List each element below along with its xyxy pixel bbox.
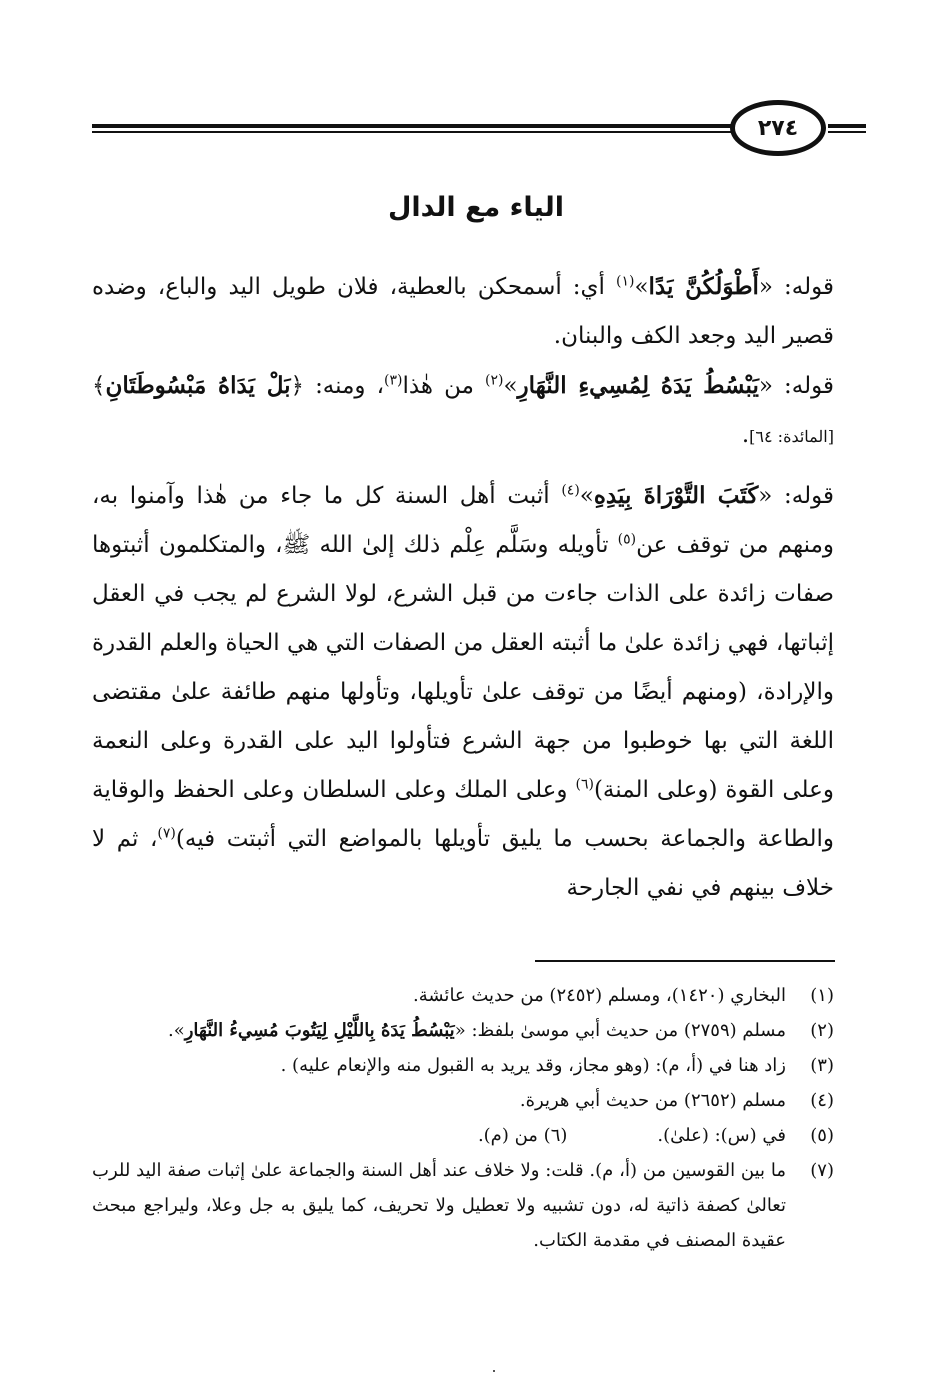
hadith-quote: أَطْوَلُكُنَّ يَدًا [648,273,759,300]
header-rule-tail-thin [828,131,866,133]
footnote [92,1048,834,1083]
footnote-ref[interactable]: (١) [615,273,635,290]
footnote-ref[interactable]: (٥) [617,531,637,548]
hadith-quote: كَتَبَ التَّوْرَاةَ بِيَدِهِ [593,482,759,509]
text: قوله: « [758,274,835,300]
footnote-number: (٣) [810,1055,834,1076]
footnote-ref[interactable]: (٤) [561,482,580,499]
footnote-number: (٤) [810,1090,834,1111]
text: تأويله وسَلَّم عِلْم ذلك إلىٰ الله ﷺ، والمتكلمون أثبتوها صفات زائدة على الذات جاءت من قبل الشرع، لولا الشرع لم يجب في العقل إثباتها، فهي زائدة علىٰ ما أثبته العقل من الصفات التي هي الحياة والعلم القدرة والإرادة، (ومنهم أيضًا من توقف علىٰ تأويلها، وتأولها منهم طائفة علىٰ مقتضى اللغة التي بها خوطبوا من جهة الشرع فتأولوا اليد على القدرة وعلى النعمة وعلى القوة (وعلى المنة) [92,532,834,803]
text: ، ومنه: ﴿ [290,373,384,399]
footnote [92,1083,834,1118]
page-number-badge [730,100,826,156]
text: أي: أسمحكن بالعطية، فلان طويل اليد والباع، وضده قصير اليد وجعد الكف والبنان. [92,274,834,349]
footnote-number: (٢) [810,1020,834,1041]
spacer [92,461,834,471]
text: » [503,373,518,399]
footnote-ref[interactable]: (٧) [157,825,176,842]
text: من هٰذا [402,373,485,399]
header-rule [92,124,732,128]
quran-verse: بَلْ يَدَاهُ مَبْسُوطَتَانِ [105,372,291,399]
hadith-quote: يَبْسُطُ يَدَهُ لِمُسِيءِ النَّهَارِ [517,372,759,399]
text: قوله: « [758,483,834,509]
footnote-text: ما بين القوسين من (أ، م). قلت: ولا خلاف عند أهل السنة والجماعة علىٰ إثبات صفة اليد للرب تعالىٰ كصفة ذاتية له، دون تشبيه ولا تعطيل ولا تحريف، كما يليق به جل وعلا، وليراجع مبحث عقيدة المصنف في مقدمة الكتاب. [92,1160,786,1251]
hadith-quote: يَبْسُطُ يَدَهُ بِاللَّيْلِ لِيَتُوبَ مُسِيءُ النَّهَارِ [184,1020,455,1041]
footnote-ref[interactable]: (٣) [384,372,403,389]
footnote [92,1118,834,1153]
footnotes [92,978,834,1258]
footnote-ref[interactable]: (٢) [485,372,504,389]
verse-reference: [المائدة: ٦٤] [749,427,834,446]
paragraph-1 [92,262,834,361]
text: في (س): (علىٰ). [657,1125,786,1146]
footnote-number: (٦) [543,1125,568,1146]
section-title: الياء مع الدال [388,192,564,223]
text: قوله: « [758,373,834,399]
body-text [92,262,834,913]
footnote [92,1013,834,1048]
paragraph-2 [92,361,834,461]
text: » [579,483,594,509]
paragraph-3 [92,471,834,913]
scan-speck [493,1370,495,1372]
footnote-text [92,1013,786,1048]
footnote-number: (٥) [810,1125,834,1146]
footnote-text [92,1118,786,1153]
text: من (م). [477,1125,538,1146]
text: ﴾ [92,373,106,399]
page-number: ٢٧٤ [757,115,799,141]
footnote-separator [535,960,835,962]
footnote [92,1153,834,1258]
text: أثبت أهل السنة كل ما جاء من هٰذا وآمنوا به، ومنهم من توقف عن [92,483,834,558]
text: . [741,422,750,448]
footnote-text: البخاري (١٤٢٠)، ومسلم (٢٤٥٢) من حديث عائشة. [413,985,786,1006]
footnote [92,978,834,1013]
header-rule-thin [92,131,732,133]
footnote-number: (٧) [810,1160,834,1181]
footnote-text: مسلم (٢٦٥٢) من حديث أبي هريرة. [519,1090,786,1111]
text: ، ثم لا خلاف بينهم في نفي الجارحة [92,826,834,901]
header-rule-tail [828,124,866,128]
footnote-ref[interactable]: (٦) [575,776,594,793]
text: وعلى الملك وعلى السلطان وعلى الحفظ والوقاية والطاعة والجماعة بحسب ما يليق تأويلها بالمواضع التي أثبتت فيه) [92,777,834,852]
footnote-text: زاد هنا في (أ، م): (وهو مجاز، وقد يريد به القبول منه والإنعام عليه) . [280,1055,786,1076]
text: ». [168,1020,185,1041]
footnote-number: (١) [810,985,834,1006]
text: مسلم (٢٧٥٩) من حديث أبي موسىٰ بلفظ: « [454,1020,786,1041]
text: » [634,274,649,300]
